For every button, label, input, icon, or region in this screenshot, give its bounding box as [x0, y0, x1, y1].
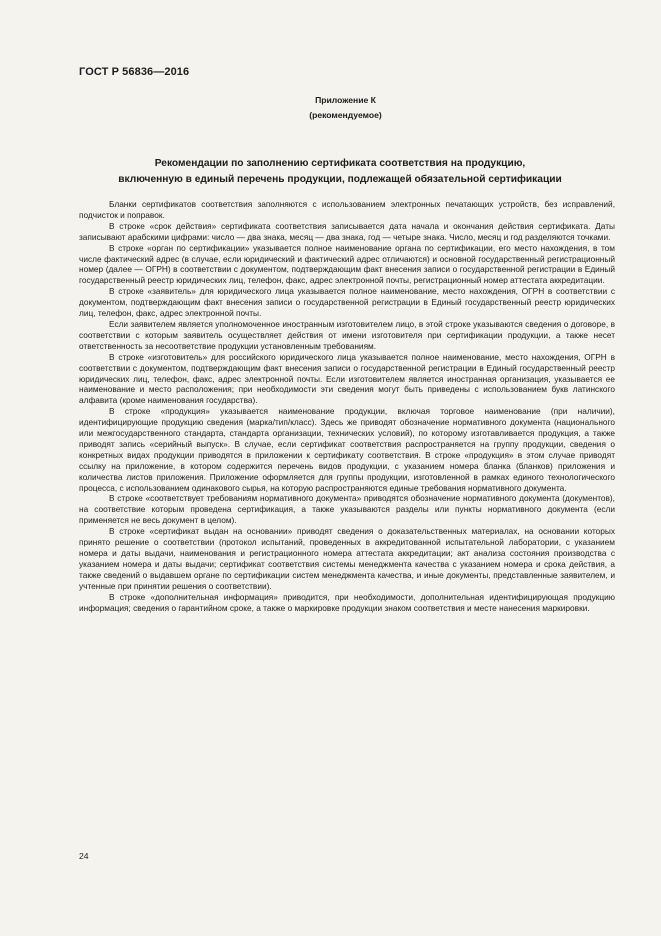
- document-title: [60, 156, 620, 187]
- paragraph: В строке «заявитель» для юридического лица указывается полное наименование, место нахождения, ОГРН в соответствии с документом, подтверждающим факт внесения записи о государственной регистрации в Единый государственный реестр юридических лиц, телефон, факс, адрес электронной почты.: [79, 286, 615, 319]
- paragraph: В строке «сертификат выдан на основании» приводят сведения о доказательственных материалах, на основании которых принято решение о соответствии (протокол испытаний, проведенных в аккредитованной испытательной лаборатории, с указанием номера и даты выдачи, наименования и регистрационного номера аттестата аккредитации; акт анализа состояния производства с указанием номера и даты выдачи; сертификат соответствия системы менеджмента качества с указанием номера и срока действия, а также сведений о выдавшем органе по сертификации систем менеджмента качества, и иные документы, представленные заявителем, и учтенные при принятии решения о соответствии).: [79, 526, 615, 591]
- standard-header: ГОСТ Р 56836—2016: [79, 66, 190, 78]
- paragraph: В строке «продукция» указывается наименование продукции, включая торговое наименование (при наличии), идентифицирующие продукцию сведения (марка/тип/класс). Здесь же приводят обозначение нормативного документа (национального или межгосударственного стандарта, стандарта организации, технических условий), по которому изготавливается продукция, а также приводят запись «серийный выпуск». В случае, если сертификат соответствия распространяется на группу продукции, сведения о конкретных видах продукции приводятся в приложении к сертификату соответствия. В строке «продукция» в этом случае приводят ссылку на приложение, в котором содержится перечень видов продукции, с указанием номера бланка (бланков) приложения и количества листов приложения. Приложение оформляется для группы продукции, изготовленной в рамках единого технологического процесса, с использованием одинакового сырья, на которую распространяются единые требования нормативного документа.: [79, 406, 615, 493]
- title-line-1: Рекомендации по заполнению сертификата соответствия на продукцию,: [154, 158, 526, 169]
- title-line-2: включенную в единый перечень продукции, подлежащей обязательной сертификации: [118, 173, 562, 185]
- paragraph: Бланки сертификатов соответствия заполняются с использованием электронных печатающих устройств, без исправлений, подчисток и поправок.: [79, 199, 615, 220]
- paragraph: В строке «изготовитель» для российского юридического лица указывается полное наименование, место нахождения, ОГРН в соответствии с документом, подтверждающим факт внесения записи о государственной регистрации в Единый государственный реестр юридических лиц, телефон, факс, адрес электронной почты. Если изготовителем является иностранная организация, указывается ее наименование и место расположения; при необходимости эти сведения могут быть приведены с использованием букв латинского алфавита (кроме наименования государства).: [79, 351, 615, 406]
- appendix-status: (рекомендуемое): [309, 110, 382, 120]
- paragraph: В строке «дополнительная информация» приводится, при необходимости, дополнительная идентифицирующая продукцию информация; сведения о гарантийном сроке, а также о маркировке продукции знаком соответствия и месте нанесения маркировки.: [79, 591, 615, 613]
- body-text: [79, 199, 615, 613]
- appendix-heading: [0, 93, 661, 123]
- paragraph: Если заявителем является уполномоченное иностранным изготовителем лицо, в этой строке указываются сведения о договоре, в соответствии с которым заявитель осуществляет действия от имени изготовителя при сертификации продукции, а также несет ответственность за несоответствие продукции установленным требованиям.: [79, 318, 615, 351]
- paragraph: В строке «орган по сертификации» указывается полное наименование органа по сертификации, его место нахождения, в том числе фактический адрес (в случае, если юридический и фактический адрес отличаются) и основной государственный регистрационный номер (далее — ОГРН) в соответствии с документом, подтверждающим факт внесения записи о государственной регистрации в Единый государственный реестр юридических лиц, телефон, факс, адрес электронной почты, регистрационный номер аттестата аккредитации.: [79, 242, 615, 286]
- appendix-label: Приложение К: [315, 95, 376, 105]
- page-number: 24: [79, 851, 89, 861]
- paragraph: В строке «срок действия» сертификата соответствия записывается дата начала и окончания действия сертификата. Даты записывают арабскими цифрами: число — два знака, месяц — два знака, год — четыре знака. Число, месяц и год разделяются точками.: [79, 220, 615, 242]
- paragraph: В строке «соответствует требованиям нормативного документа» приводятся обозначение нормативного документа (документов), на соответствие которым проведена сертификация, а также указываются разделы или пункты нормативного документа (если применяется не весь документ в целом).: [79, 493, 615, 526]
